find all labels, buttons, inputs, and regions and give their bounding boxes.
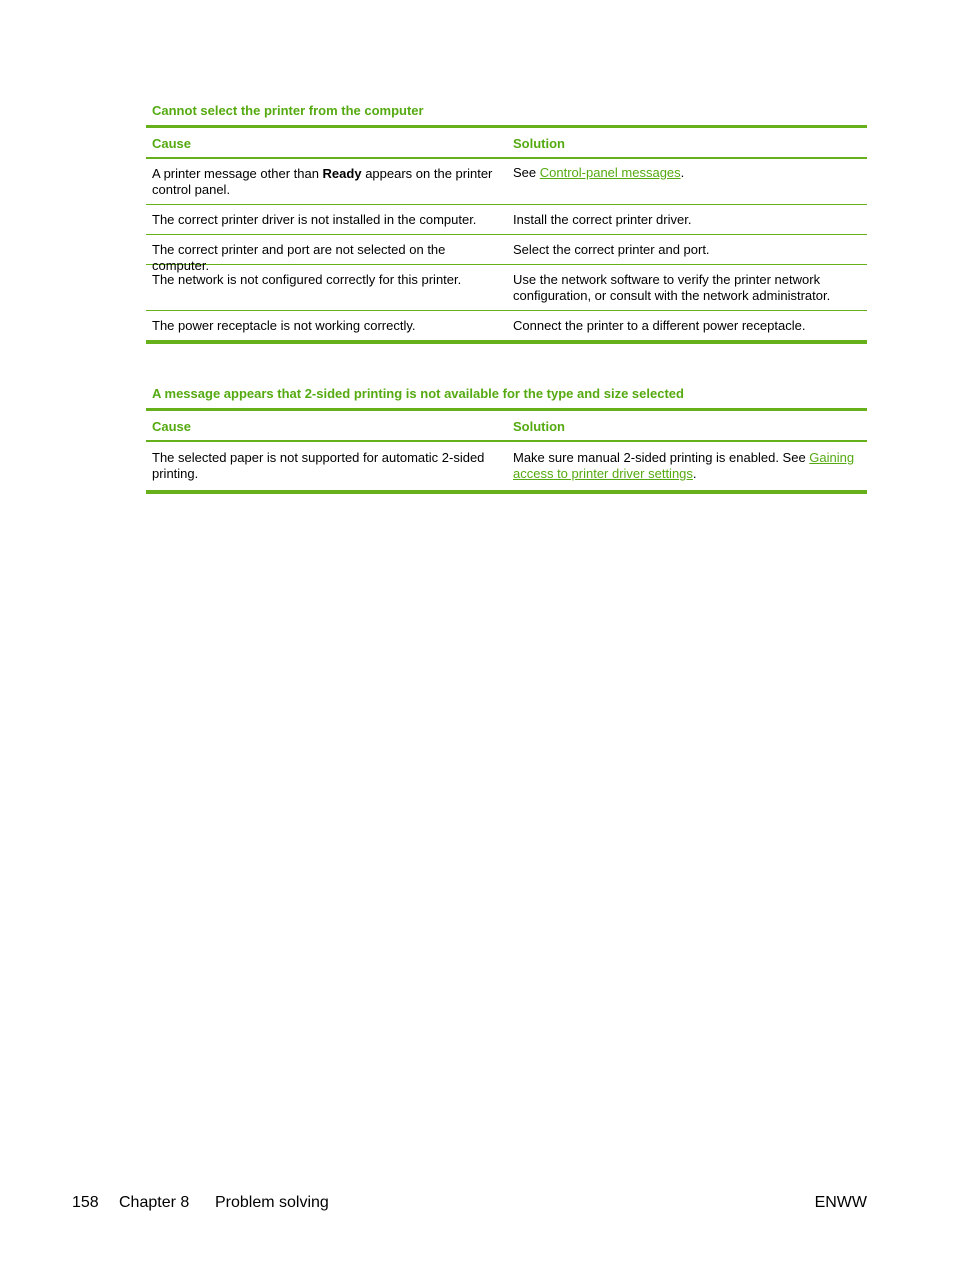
- chapter-label: Chapter 8: [119, 1194, 190, 1211]
- page-number: 158: [72, 1194, 99, 1211]
- section-title: Cannot select the printer from the computer: [152, 103, 424, 118]
- column-header-solution: Solution: [513, 419, 565, 434]
- section-2-sided-not-available: [146, 386, 867, 494]
- footer-right-label: ENWW: [814, 1194, 867, 1211]
- column-header-cause: Cause: [152, 419, 192, 434]
- solution-cell: Make sure manual 2-sided printing is enabled. See Gaining access to printer driver settings.: [513, 450, 855, 481]
- table-row: [146, 310, 867, 340]
- solution-cell: Select the correct printer and port.: [513, 242, 710, 257]
- cause-cell: The correct printer and port are not selected on the computer.: [152, 242, 446, 273]
- control-panel-messages-link[interactable]: Control-panel messages: [539, 165, 681, 180]
- table-row: [146, 204, 867, 234]
- troubleshooting-table: [146, 125, 867, 344]
- chapter-title: Problem solving: [215, 1194, 329, 1211]
- driver-settings-link[interactable]: Gaining access to printer driver settings: [513, 450, 855, 481]
- table-header: [146, 128, 867, 159]
- cause-cell: The selected paper is not supported for automatic 2-sided printing.: [152, 450, 485, 481]
- column-header-cause: Cause: [152, 136, 192, 151]
- solution-cell: See Control-panel messages.: [513, 165, 685, 180]
- table-header: [146, 411, 867, 442]
- cause-cell: The power receptacle is not working correctly.: [152, 318, 416, 333]
- troubleshooting-table: [146, 408, 867, 494]
- column-header-solution: Solution: [513, 136, 565, 151]
- table-row: [146, 264, 867, 310]
- cause-cell: The network is not configured correctly for this printer.: [152, 272, 462, 287]
- section-cannot-select-printer: [146, 103, 867, 344]
- solution-cell: Install the correct printer driver.: [513, 212, 692, 227]
- section-title: A message appears that 2-sided printing is not available for the type and size selected: [152, 386, 684, 401]
- cause-cell: A printer message other than Ready appears on the printer control panel.: [152, 166, 493, 197]
- table-row: [146, 159, 867, 204]
- cause-cell: The correct printer driver is not installed in the computer.: [152, 212, 477, 227]
- page-footer: [72, 1193, 867, 1212]
- table-row: [146, 234, 867, 273]
- solution-cell: Connect the printer to a different power receptacle.: [513, 318, 806, 333]
- ready-keyword: Ready: [322, 166, 362, 181]
- solution-cell: Use the network software to verify the printer network configuration, or consult with the network administrator.: [513, 272, 831, 303]
- table-row: [146, 442, 867, 490]
